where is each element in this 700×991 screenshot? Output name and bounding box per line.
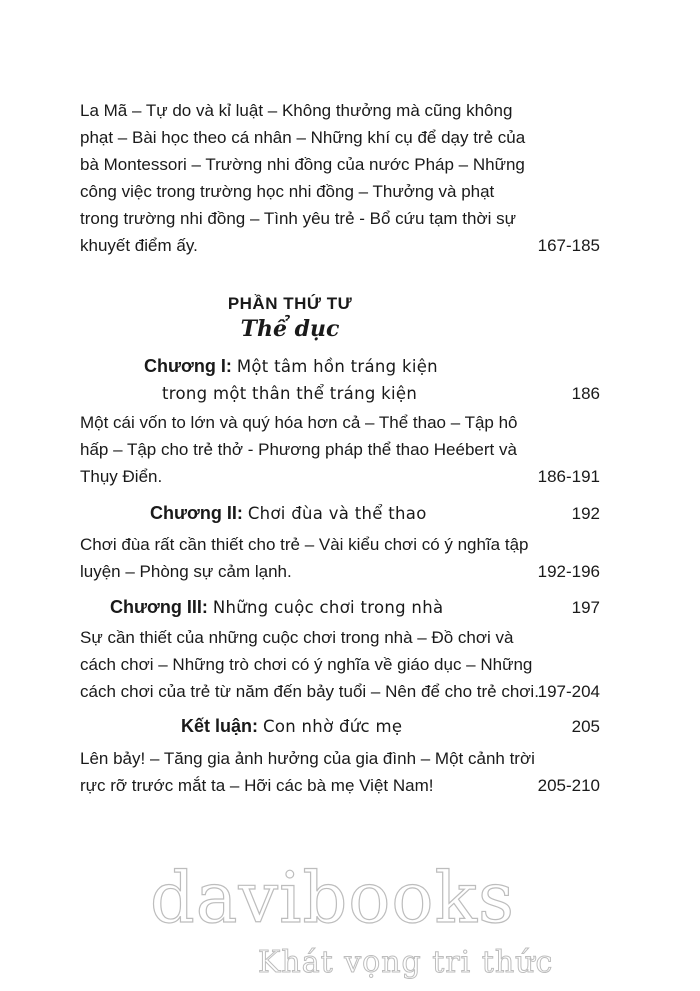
chapter-1-title-continued: trong một thân thể tráng kiện: [162, 384, 418, 403]
chapter-number: Chương I:: [144, 356, 232, 376]
chapter-3-page: 197: [571, 598, 600, 617]
description-line: Chơi đùa rất cần thiết cho trẻ – Vài kiểu chơi có ý nghĩa tập: [80, 535, 529, 554]
chapter-number: Chương III:: [110, 597, 208, 617]
chapter-3-heading: [110, 594, 443, 621]
conclusion-label: Kết luận:: [181, 716, 259, 736]
chapter-1-page-range: 186-191: [537, 467, 600, 486]
chapter-title: Một tâm hồn tráng kiện: [236, 357, 438, 376]
conclusion-page: 205: [571, 717, 600, 736]
description-line: hấp – Tập cho trẻ thở - Phương pháp thể thao Heébert và: [80, 440, 517, 459]
description-line: Lên bảy! – Tăng gia ảnh hưởng của gia đình – Một cảnh trời: [80, 749, 535, 768]
description-line: Sự cần thiết của những cuộc chơi trong nhà – Đồ chơi và: [80, 628, 514, 647]
brand-watermark: davibooks: [150, 857, 515, 939]
part-label: PHẦN THỨ TƯ: [227, 294, 353, 313]
chapter-1-description: [80, 409, 600, 490]
chapter-3-page-range: 197-204: [537, 682, 600, 701]
chapter-1-page: 186: [571, 384, 600, 403]
chapter-3-description: [80, 624, 600, 705]
description-line: rực rỡ trước mắt ta – Hỡi các bà mẹ Việt Nam!: [80, 776, 434, 795]
chapter-2-page-range: 192-196: [537, 562, 600, 581]
chapter-title: Những cuộc chơi trong nhà: [212, 598, 444, 617]
chapter-2-page: 192: [571, 504, 600, 523]
chapter-1-heading: [144, 353, 438, 380]
description-line: cách chơi của trẻ từ năm đến bảy tuổi – Nên để cho trẻ chơi.: [80, 682, 539, 701]
chapter-2-description: [80, 531, 600, 585]
intro-page-range: 167-185: [537, 236, 600, 255]
intro-line: trong trường nhi đồng – Tình yêu trẻ - Bổ cứu tạm thời sự: [80, 209, 516, 228]
conclusion-heading: [181, 713, 402, 740]
intro-line: La Mã – Tự do và kỉ luật – Không thưởng mà cũng không: [80, 101, 513, 120]
chapter-2-heading: [150, 500, 427, 527]
chapter-title: Chơi đùa và thể thao: [247, 504, 427, 523]
intro-line: khuyết điểm ấy.: [80, 236, 198, 255]
intro-line: công việc trong trường học nhi đồng – Thưởng và phạt: [80, 182, 495, 201]
intro-paragraph: [80, 97, 600, 259]
chapter-number: Chương II:: [150, 503, 243, 523]
intro-line: bà Montessori – Trường nhi đồng của nước Pháp – Những: [80, 155, 525, 174]
intro-line: phạt – Bài học theo cá nhân – Những khí cụ để dạy trẻ của: [80, 128, 526, 147]
description-line: Một cái vốn to lớn và quý hóa hơn cả – Thể thao – Tập hô: [80, 413, 518, 432]
conclusion-description: [80, 745, 600, 799]
description-line: Thụy Điển.: [80, 467, 163, 486]
conclusion-title: Con nhờ đức mẹ: [263, 717, 403, 736]
brand-tagline: Khát vọng tri thức: [258, 945, 554, 980]
description-line: luyện – Phòng sự cảm lạnh.: [80, 562, 292, 581]
conclusion-page-range: 205-210: [537, 776, 600, 795]
part-title: Thể dục: [240, 316, 340, 342]
description-line: cách chơi – Những trò chơi có ý nghĩa về giáo dục – Những: [80, 655, 533, 674]
